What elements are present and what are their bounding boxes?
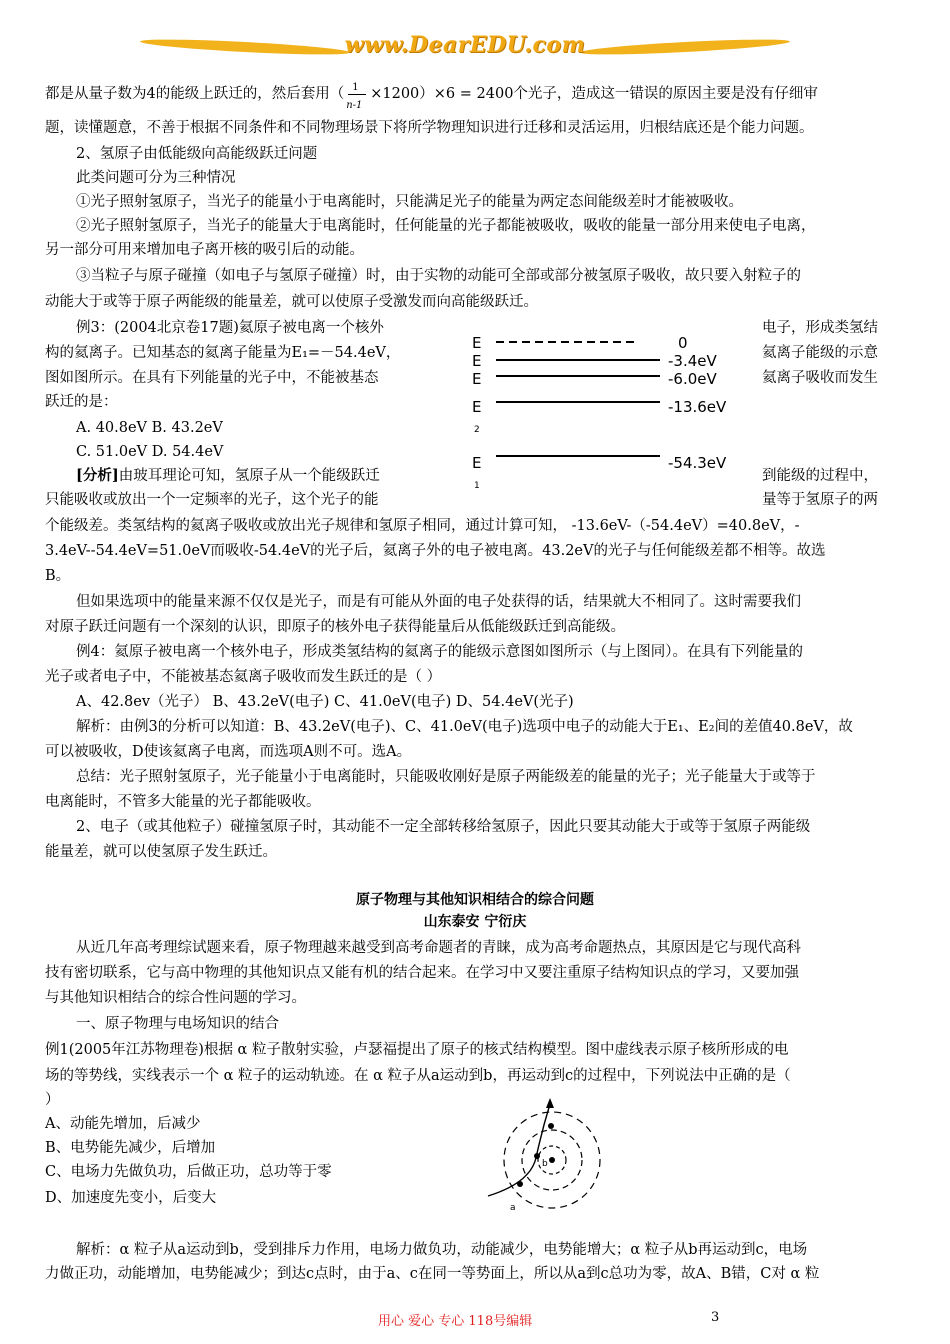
analysis-tag: [分析] — [76, 467, 119, 484]
summary-line: 电离能时，不管多大能量的光子都能吸收。 — [45, 794, 321, 810]
solution-line: 力做正功，动能增加，电势能减少；到达c点时，由于a、c在同一等势面上，所以从a到c总功为零，故A、B错，C对 α 粒 — [45, 1266, 820, 1282]
level-label: E — [472, 334, 482, 352]
level-subscript: 1 — [474, 481, 480, 491]
example-3-line: 跃迁的是： — [45, 394, 118, 410]
level-label: E — [472, 352, 482, 370]
summary-line: 总结：光子照射氢原子，光子能量小于电离能时，只能吸收刚好是原子两能级差的能量的光子；光子能量大于或等于 — [76, 769, 816, 785]
example-3-line: 图如图所示。在具有下列能量的光子中，不能被基态 — [45, 370, 379, 386]
example-4-line: 光子或者电子中，不能被基态氦离子吸收而发生跃迁的是（ ） — [45, 669, 442, 685]
alpha-trajectory-diagram — [480, 1098, 630, 1218]
text-line: 能量差，就可以使氢原子发生跃迁。 — [45, 844, 277, 860]
analysis-line: 量等于氢原子的两 — [762, 492, 878, 508]
level-label: E — [472, 398, 482, 416]
analysis-line: 只能吸收或放出一个一定频率的光子，这个光子的能 — [45, 492, 379, 508]
example-3-line: 例3：(2004北京卷17题)氦原子被电离一个核外 — [76, 320, 384, 336]
article-title: 原子物理与其他知识相结合的综合问题 — [356, 892, 594, 908]
page-number: 3 — [711, 1310, 720, 1325]
intro-line: 与其他知识相结合的综合性问题的学习。 — [45, 990, 306, 1006]
footer-text: 用心 爱心 专心 118号编辑 — [378, 1314, 533, 1329]
header-banner — [140, 30, 790, 68]
analysis-line: 个能级差。类氢结构的氦离子吸收或放出光子规律和氢原子相同，通过计算可知， -13.6eV-（-54.4eV）=40.8eV，- — [45, 518, 800, 534]
analysis-line: B。 — [45, 568, 71, 584]
option-line: B、电势能先减少，后增加 — [45, 1140, 216, 1156]
option-line: C. 51.0eV D. 54.4eV — [76, 444, 224, 460]
example-1-line: 场的等势线，实线表示一个 α 粒子的运动轨迹。在 α 粒子从a运动到b，再运动到c的过程中，下列说法中正确的是（ — [45, 1068, 791, 1084]
text-line: ②光子照射氢原子，当光子的能量大于电离能时，任何能量的光子都能被吸收，吸收的能量一部分用来使电子电离， — [76, 218, 816, 234]
text-line: 题，读懂题意，不善于根据不同条件和不同物理场景下将所学物理知识进行迁移和灵活运用，归根结底还是个能力问题。 — [45, 120, 814, 136]
option-line: C、电场力先做负功，后做正功，总功等于零 — [45, 1164, 332, 1180]
site-logo[interactable]: www.DearEDU.com — [344, 32, 586, 58]
level-label: E — [472, 454, 482, 472]
analysis-line: 3.4eV--54.4eV=51.0eV而吸收-54.4eV的光子后，氦离子外的电子被电离。43.2eV的光子与任何能级差都不相等。故选 — [45, 543, 826, 559]
text-line: 2、电子（或其他粒子）碰撞氢原子时，其动能不一定全部转移给氢原子，因此只要其动能大于或等于氢原子两能级 — [76, 819, 811, 835]
fraction: $\frac{1}{n-1}$ — [346, 80, 368, 108]
point-b — [534, 1153, 540, 1159]
level-value: -6.0eV — [668, 370, 717, 388]
level-value: -3.4eV — [668, 352, 717, 370]
option-line: A、42.8ev（光子） B、43.2eV(电子) C、41.0eV(电子) D、54.4eV(光子) — [76, 694, 574, 710]
analysis-line: 到能级的过程中， — [762, 468, 878, 484]
solution-line: 解析：由例3的分析可以知道：B、43.2eV(电子)、C、41.0eV(电子)选项中电子的动能大于E₁、E₂间的差值40.8eV，故 — [76, 719, 853, 735]
text-line: 另一部分可用来增加电子离开核的吸引后的动能。 — [45, 242, 364, 258]
point-a — [517, 1181, 523, 1187]
nucleus — [549, 1157, 555, 1163]
option-line: A、动能先增加，后减少 — [45, 1116, 201, 1132]
section-heading: 一、原子物理与电场知识的结合 — [76, 1016, 279, 1032]
text-line: 动能大于或等于原子两能级的能量差，就可以使原子受激发而向高能级跃迁。 — [45, 294, 538, 310]
point-label: b — [542, 1159, 548, 1169]
level-subscript: 2 — [474, 425, 480, 435]
example-4-line: 例4：氦原子被电离一个核外电子，形成类氢结构的氦离子的能级示意图如图所示（与上图同）。在具有下列能量的 — [76, 644, 803, 660]
text-line: 都是从量子数为4的能级上跃迁的，然后套用（ $\frac{1}{n-1}$ ×1200）×6 = 2400个光子，造成这一错误的原因主要是没有仔细审 — [45, 82, 818, 111]
section-heading: 2、氢原子由低能级向高能级跃迁问题 — [76, 146, 318, 162]
example-3-line: 构的氦离子。已知基态的氦离子能量为E₁=－54.4eV， — [45, 345, 401, 361]
level-label: E — [472, 370, 482, 388]
example-3-line: 氦离子吸收而发生 — [762, 370, 878, 386]
text-line: 对原子跃迁问题有一个深刻的认识，即原子的核外电子获得能量后从低能级跃迁到高能级。 — [45, 619, 625, 635]
example-3-line: 氦离子能级的示意 — [762, 345, 878, 361]
point-label: a — [510, 1203, 516, 1213]
point-c — [548, 1123, 554, 1129]
analysis-line: [分析]由玻耳理论可知，氢原子从一个能级跃迁 — [76, 467, 380, 484]
article-author: 山东泰安 宁衍庆 — [423, 914, 527, 930]
text-line: ①光子照射氢原子，当光子的能量小于电离能时，只能满足光子的能量为两定态间能级差时才能被吸收。 — [76, 194, 743, 210]
solution-line: 可以被吸收，D使该氦离子电离，而选项A则不可。选A。 — [45, 744, 412, 760]
level-value: -13.6eV — [668, 398, 727, 416]
text-line: 但如果选项中的能量来源不仅仅是光子，而是有可能从外面的电子处获得的话，结果就大不相同了。这时需要我们 — [76, 594, 801, 610]
energy-level-diagram — [460, 326, 760, 496]
text-line: 此类问题可分为三种情况 — [76, 170, 236, 186]
intro-line: 技有密切联系，它与高中物理的其他知识点又能有机的结合起来。在学习中又要注重原子结构知识点的学习，又要加强 — [45, 965, 799, 981]
text-line: ③当粒子与原子碰撞（如电子与氢原子碰撞）时，由于实物的动能可全部或部分被氢原子吸收，故只要入射粒子的 — [76, 268, 801, 284]
solution-line: 解析：α 粒子从a运动到b，受到排斥力作用，电场力做负功，动能减少，电势能增大；α 粒子从b再运动到c，电场 — [76, 1242, 808, 1258]
example-3-line: 电子，形成类氢结 — [762, 320, 878, 336]
option-line: A. 40.8eV B. 43.2eV — [76, 420, 223, 436]
arrow-head-icon — [546, 1098, 554, 1108]
level-value: 0 — [678, 334, 688, 352]
level-value: -54.3eV — [668, 454, 727, 472]
example-1-line: 例1(2005年江苏物理卷)根据 α 粒子散射实验，卢瑟福提出了原子的核式结构模型。图中虚线表示原子核所形成的电 — [45, 1042, 789, 1058]
example-1-line: ） — [45, 1092, 60, 1108]
intro-line: 从近几年高考理综试题来看，原子物理越来越受到高考命题者的青睐，成为高考命题热点，其原因是它与现代高科 — [76, 940, 801, 956]
option-line: D、加速度先变小，后变大 — [45, 1190, 217, 1206]
